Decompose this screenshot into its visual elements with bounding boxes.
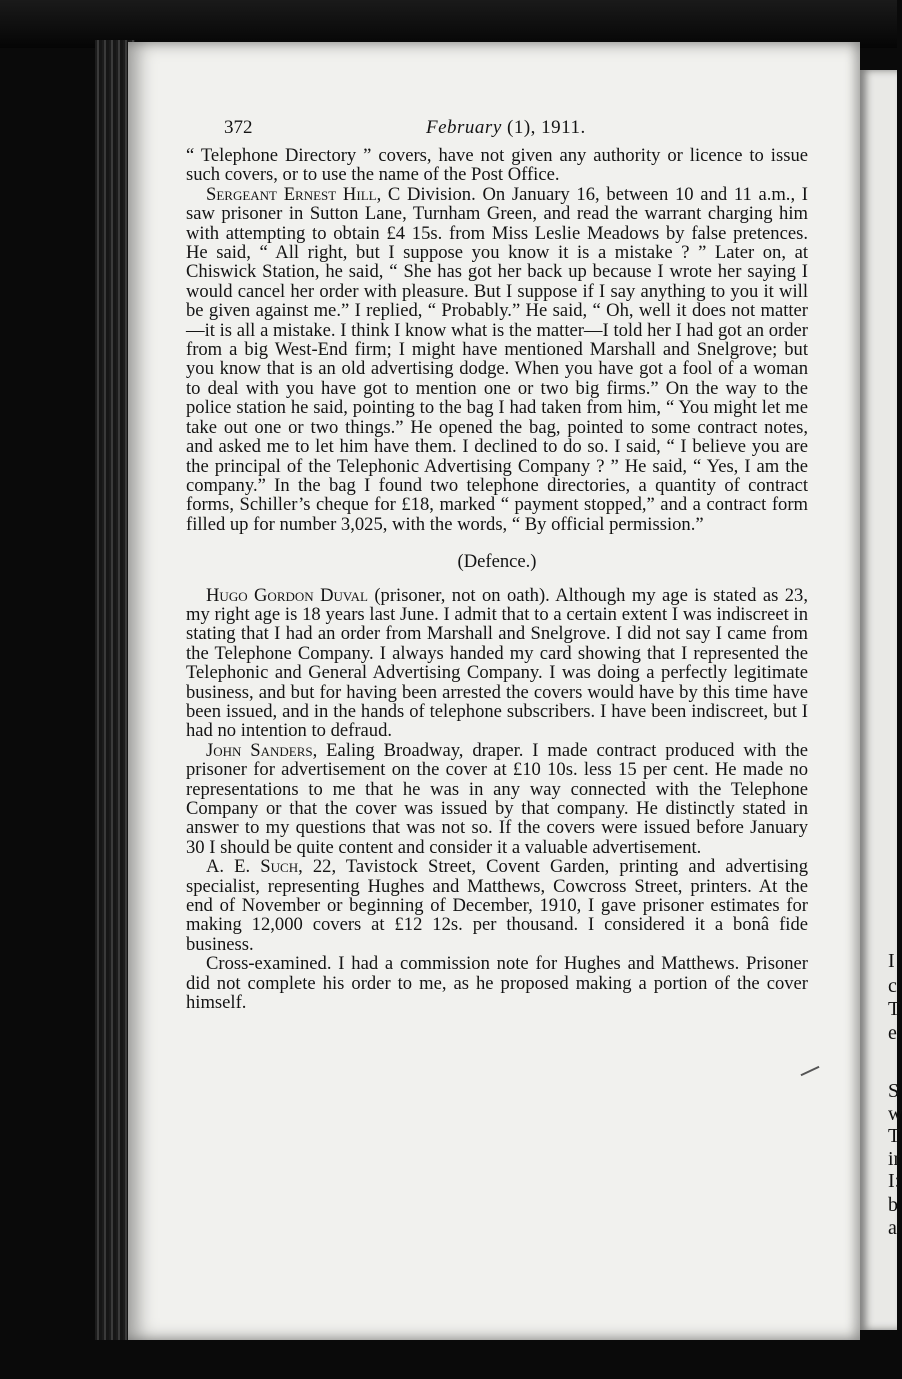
running-head [426,118,586,137]
facing-letter: e [888,1022,897,1044]
paragraph [186,741,808,857]
witness-name: A. E. Such, [206,856,303,878]
facing-letter: S [888,1080,900,1102]
testimony-text: C Division. On January 16, between 10 and 11 a.m., I saw prisoner in Sutton Lane, Turnham Green, and read the warrant charging him with attempting to obtain £4 15s. from Miss Leslie Meadows by false pretences. He said, “ All right, but I suppose you know it is a mistake ? ” Later on, at Chiswick Station, he said, “ She has got her back up because I wrote her saying I would cancel her order with pleasure. But I suppose if I say anything to you it will be given against me.” I replied, “ Probably.” He said, “ Oh, well it does not matter—it is all a mistake. I think I know what is the matter—I told her I had got an order from a big West-End firm; I might have mentioned Marshall and Snelgrove; but you know that is an old advertising dodge. When you have got a fool of a woman to deal with you have got to mention one or two big firms.” On the way to the police station he said, pointing to the bag I had taken from him, “ You might let me take out one or two things.” He opened the bag, pointed to some contract notes, and asked me to let him have them. I declined to do so. I said, “ I believe you are the principal of the Telephonic Advertising Company ? ” He said, “ Yes, I am the company.” In the bag I found two telephone directories, a quantity of contract forms, Schiller’s cheque for £18, marked “ payment stopped,” and a contract form filled up for number 3,025, with the words, “ By official permission.” [186,183,808,535]
facing-letter: ir [888,1148,901,1170]
facing-letter: I [888,950,895,972]
running-date: (1), 1911. [507,117,586,138]
witness-name: John Sanders, [206,739,318,761]
testimony-text: 22, Tavistock Street, Covent Garden, printing and advertising specialist, representing Hughes and Matthews, Cowcross Street, printers. At the end of November or beginning of December, 1910, I gave prisoner estimates for making 12,000 covers at £12 12s. per thousand. I considered it a bonâ fide business. [186,856,808,955]
running-month: February [426,117,502,138]
facing-letter: b [888,1194,898,1216]
paragraph: “ Telephone Directory ” covers, have not given any authority or licence to issue such covers, or to use the name of the Post Office. [186,145,808,186]
facing-letter: T [888,998,901,1020]
facing-letter: w [888,1103,902,1125]
facing-letter: T [888,1125,901,1147]
facing-page-edge [860,70,902,1330]
witness-name: Hugo Gordon Duval [206,584,368,606]
section-heading: (Defence.) [457,551,537,573]
facing-letter: c [888,975,897,997]
page-number: 372 [224,117,253,138]
page-text [186,112,808,1012]
facing-letter: I: [888,1170,901,1192]
testimony-text: Ealing Broadway, draper. I made contract produced with the prisoner for advertisement on the cover at £10 10s. less 15 per cent. He made no representations to me that he was in any way connected with the Telephone Company or that the cover was issued by that company. He distinctly stated in answer to my questions that was not so. If the covers were issued before January 30 I should be quite content and consider it a valuable advertisement. [186,739,808,858]
witness-name: Sergeant Ernest Hill, [206,183,382,205]
page-header [186,112,808,146]
paragraph [186,185,808,534]
paragraph [186,857,808,954]
testimony-text: (prisoner, not on oath). Although my age is stated as 23, my right age is 18 years last June. I admit that to a certain extent I was indiscreet in stating that I had an order from Marshall and Snelgrove. I did not say I came from the Telephone Company. I always handed my card showing that I represented the Telephonic and General Advertising Company. I was doing a perfectly legitimate business, and but for having been arrested the covers would have by this time have been issued, and in the hands of telephone subscribers. I have been indiscreet, but I had no intention to defraud. [186,584,808,742]
paragraph: Cross-examined. I had a commission note for Hughes and Matthews. Prisoner did not complete his order to me, as he proposed making a portion of the cover himself. [186,953,808,1014]
facing-letter: a [888,1217,897,1239]
paragraph [186,586,808,741]
